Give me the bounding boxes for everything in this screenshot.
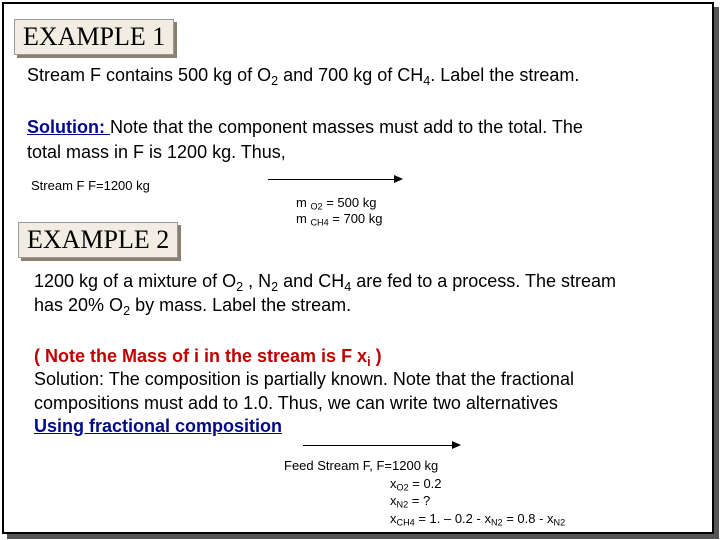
q1g: are fed to a process. The stream xyxy=(351,271,617,291)
solution-label: Solution: xyxy=(27,117,110,137)
example-2-solution-line-2: compositions must add to 1.0. Thus, we can write two alternatives xyxy=(34,393,558,413)
feed-stream-label: Feed Stream F, F=1200 kg xyxy=(284,458,439,473)
m-ch4-b: CH4 xyxy=(310,217,329,228)
example-1-title-text: EXAMPLE 1 xyxy=(23,22,166,51)
q1b: 2 xyxy=(236,279,244,294)
example-2-title xyxy=(18,222,178,258)
note-b: i xyxy=(367,354,371,369)
m-o2-b: O2 xyxy=(310,201,323,212)
xch4-e: = 0.8 - x xyxy=(502,511,554,526)
xo2-a: x xyxy=(390,476,397,491)
example-1-title xyxy=(14,19,174,55)
note-c: ) xyxy=(370,346,382,366)
xch4-f: N2 xyxy=(553,517,566,528)
example-1-solution xyxy=(27,115,583,140)
p1d: 4 xyxy=(423,73,431,88)
xch4-b: CH4 xyxy=(396,517,415,528)
example-1-solution-line-2: total mass in F is 1200 kg. Thus, xyxy=(27,142,286,162)
stream-f-label: Stream F F=1200 kg xyxy=(31,178,150,193)
m-ch4-a: m xyxy=(296,211,311,226)
m-o2-line xyxy=(296,195,376,210)
m-o2-c: = 500 kg xyxy=(322,195,377,210)
p1e: . Label the stream. xyxy=(430,65,580,85)
xo2-b: O2 xyxy=(396,482,409,493)
q1e: and CH xyxy=(278,271,345,291)
m-ch4-line xyxy=(296,211,383,226)
x-o2-line xyxy=(390,476,442,491)
p1c: and 700 kg of CH xyxy=(278,65,424,85)
xn2-c: = ? xyxy=(408,493,431,508)
q1f: 4 xyxy=(344,279,352,294)
stream-f-arrow xyxy=(268,179,401,180)
xch4-a: x xyxy=(390,511,397,526)
xch4-d: N2 xyxy=(490,517,503,528)
x-ch4-line xyxy=(390,511,565,526)
p1a: Stream F contains 500 kg of O xyxy=(27,65,272,85)
example-2-title-text: EXAMPLE 2 xyxy=(27,225,170,254)
q2a: has 20% O xyxy=(34,295,124,315)
xo2-c: = 0.2 xyxy=(408,476,442,491)
feed-stream-arrow xyxy=(303,445,459,446)
note-a: ( Note the Mass of i in the stream is F x xyxy=(34,346,368,366)
q2b: 2 xyxy=(123,303,131,318)
solution-line-1: Note that the component masses must add to the total. The xyxy=(109,117,583,137)
q1c: , N xyxy=(243,271,272,291)
example-2-solution-line-1: Solution: The composition is partially known. Note that the fractional xyxy=(34,369,574,389)
q1a: 1200 kg of a mixture of O xyxy=(34,271,237,291)
m-o2-a: m xyxy=(296,195,311,210)
example-1-problem xyxy=(27,63,579,88)
p1b: 2 xyxy=(271,73,279,88)
fractional-composition-heading: Using fractional composition xyxy=(34,416,283,436)
xn2-a: x xyxy=(390,493,397,508)
x-n2-line xyxy=(390,493,430,508)
example-2-note xyxy=(34,344,382,369)
q1d: 2 xyxy=(271,279,279,294)
m-ch4-c: = 700 kg xyxy=(328,211,383,226)
q2c: by mass. Label the stream. xyxy=(130,295,352,315)
example-2-problem-line-1 xyxy=(34,269,616,294)
xch4-c: = 1. – 0.2 - x xyxy=(414,511,491,526)
example-2-problem-line-2 xyxy=(34,293,351,318)
xn2-b: N2 xyxy=(396,499,409,510)
